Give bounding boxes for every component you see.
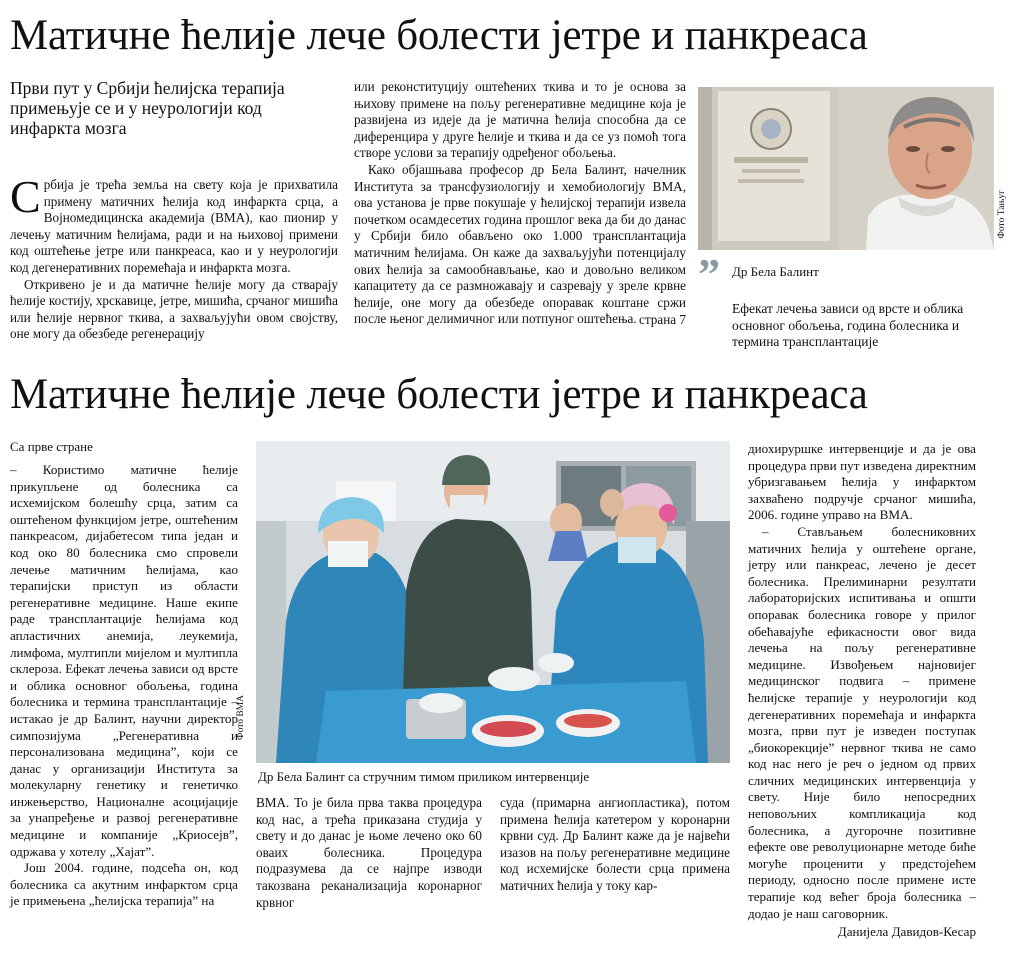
article2-col2-text: ВМА. То је била прва таква процедура код нас, а трећа приказана студија у свету и до данас је њоме лечено око 60 оваих болесника. Процедура подразумева да се најпре изводи такозвана реканализација коронарног крвног — [256, 795, 482, 910]
surgery-photo-caption: Др Бела Балинт са стручним тимом приликом интервенције — [258, 769, 590, 784]
article1-headline: Матичне ћелије лече болести јетре и панкреаса — [10, 12, 868, 59]
article1-col1-p1: рбија је трећа земља на свету која је прихватила примену матичних ћелија код инфаркта срца, а Војномедицинска академија (ВМА), као пионир у лечењу матичним ћелијама, ради и на њиховој примени код оштећење јетре или панкреаса, као и у неурологији код дегенеративних поремећаја и инфаркта мозга. — [10, 177, 338, 275]
page-reference: страна 7 — [638, 311, 686, 327]
article2-column-4 — [748, 441, 976, 941]
article2-column-1 — [10, 462, 238, 910]
byline: Данијела Давидов-Кесар — [837, 924, 976, 940]
portrait-photo — [698, 87, 994, 250]
surgery-photo-credit: Фото ВМА — [236, 695, 246, 740]
article1-col2-p1: или реконституцију оштећених ткива и то је основа за њихову примене на пољу регенеративне медицине која је развијена из идеје да је матична ћелија способна да се диференцира у друге ћелије и ткива и да се уз помоћ тога створе услови за терапију одређеног обољења. — [354, 79, 686, 161]
continued-from-front: Са прве стране — [10, 439, 93, 454]
article2-col3-text: суда (примарна ангиопластика), потом примена ћелија катетером у коронарни крвни суд. Др Балинт каже да је највећи изазов на пољу регенеративне медицине код исхемијске болести срца примена матичних ћелија у току кар- — [500, 795, 730, 893]
article2-column-3 — [500, 795, 730, 895]
article1-column-1 — [10, 171, 338, 343]
article2-headline: Матичне ћелије лече болести јетре и панкреаса — [10, 371, 868, 418]
portrait-photo-credit: Фото Тањуг — [997, 190, 1007, 239]
article2-col4-p2: – Стављањем болесниковних матичних ћелија у оштећене органе, јетру или панкреас, лечено је десет болесника. Прелиминарни резултати лабораторијских испитивања и општи опоравак болесника говоре у прилог обећавајуће ефикасности овог вида лечења на пољу регенеративне медицине. Извођењем најновијег медицинског подвига – примене ћелијске терапије у неурологији код дегенеративних поремећаја и инфаркта мозга, први пут је изведен поступак „биокорекције” нервног ткива не само код нас него је реч о једном од првих сличних медицинских интервенција у свету. Није било непосредних неповољних компликација код болесника, а дугорочне позитивне ефекте ове револуционарне методе биће могуће проценити у предстојећем периоду, односно после примене исте терапије код већег броја болесника – додао је наш саговорник. — [748, 523, 976, 921]
article1-column-2 — [354, 79, 686, 329]
dropcap: С — [10, 171, 41, 222]
quote-icon: ” — [698, 250, 720, 299]
pull-quote: Ефекат лечења зависи од врсте и облика основног обољења, година болесника и термина трансплантације — [732, 301, 964, 349]
article2-col1-p2: Још 2004. године, подсећа он, код болесника са акутним инфарктом срца је примењена „ћелијска терапија” на — [10, 860, 238, 909]
article2-col4-p1: диохируршке интервенције и да је ова процедура први пут изведена директним убризгавањем ћелија у инфарктом захваћено подручје срчаног мишића, 2006. године управо на ВМА. — [748, 441, 976, 523]
article2-column-2 — [256, 795, 482, 911]
surgery-photo — [256, 441, 730, 763]
article1-subheadline: Први пут у Србији ћелијска терапија примењује се и у неурологији код инфаркта мозга — [10, 78, 285, 138]
quote-author: Др Бела Балинт — [732, 264, 819, 279]
article1-col2-p2: Како објашњава професор др Бела Балинт, начелник Института за трансфузиологију и хемобиологију ВМА, ова установа је прве покушаје у ћелијској терапији извела почетком осамдесетих година прошлог века да би до данас у Србији било обављено око 1.000 трансплантација матичним ћелијама. Он каже да захваљујући потенцијалу ових ћелија за самообнављање, као и довољно великом капацитету да се размножавају и сазревају у зреле крвне ћелије, оне могу да обезбеде опоравак коштане сржи после њеног делимичног или потпуног оштећења. — [354, 161, 686, 327]
article2-col1-p1: – Користимо матичне ћелије прикупљене од болесника са исхемијском болешћу срца, затим са оштећеном функцијом јетре, оштећеним панкреасом, дијабетесом типа један и код око 80 болесника смо спровели лечење матичним ћелијама, као терапијски приступ из области регенеративне медицине. Наше екипе раде трансплантације ћелијама код апластичних анемија, леукемија, лимфома, мултипли мијелом и мултипла склероза. Ефекат лечења зависи од врсте и облика основног обољења, година болесника и термина трансплантације – истакао је др Балинт, научни директор симпозијума „Регенеративна и персонализована медицина”, који се данас у организацији Института за молекуларну генетику и генетичко инжењерство, Националне асоцијације за унапређење и развој регенеративне медицине и компаније „Криосејв”, одржава у хотелу „Хајат”. — [10, 462, 238, 859]
article1-col1-p2: Откривено је и да матичне ћелије могу да стварају ћелије костију, хрскавице, јетре, мишића, срчаног мишића или ћелије нервног ткива, а захваљујући овом својству, оне могу да обезбеде регенерацију — [10, 276, 338, 342]
